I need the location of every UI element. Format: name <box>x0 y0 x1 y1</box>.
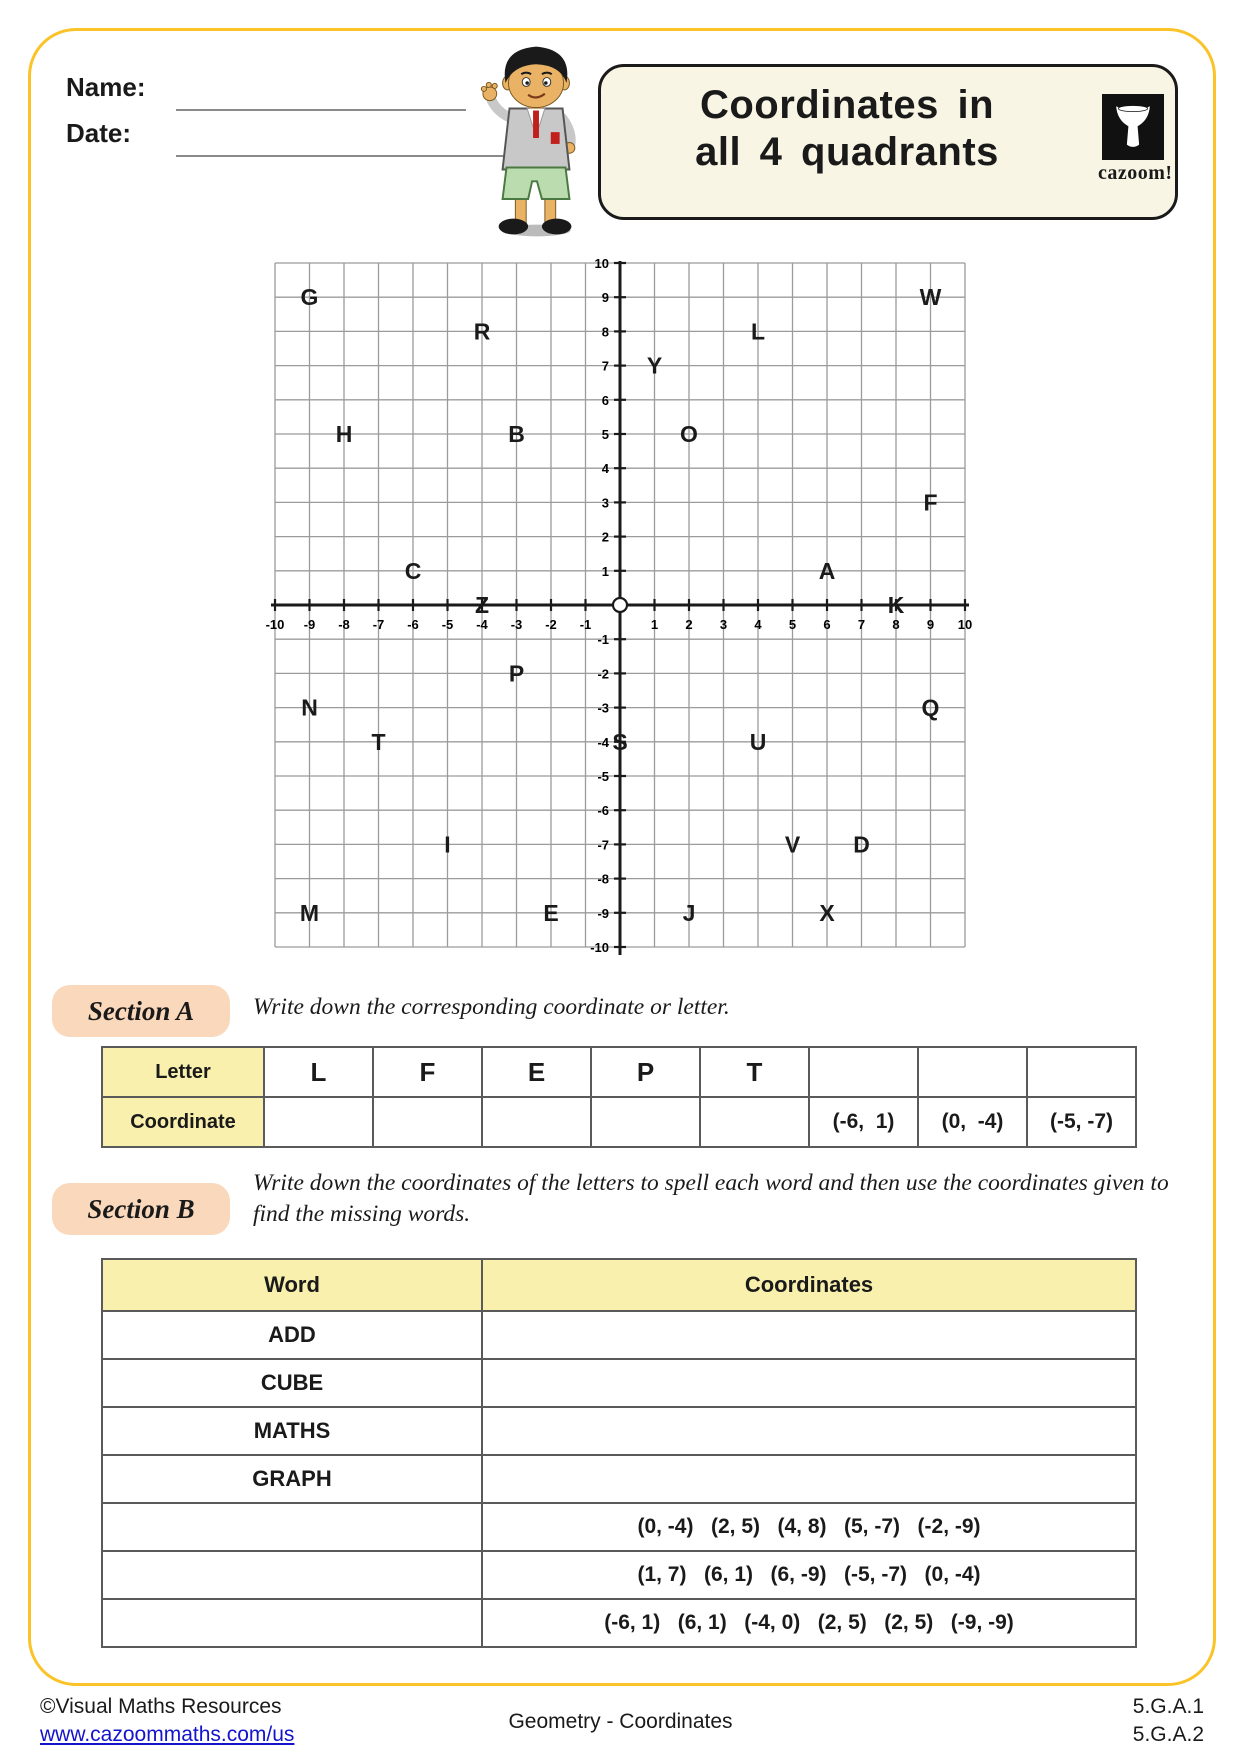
svg-text:7: 7 <box>601 358 609 374</box>
letter-cell: T <box>700 1047 809 1097</box>
svg-text:9: 9 <box>926 617 935 632</box>
grid-point-P: P <box>508 660 525 687</box>
section-a-label: Section A <box>52 985 230 1037</box>
date-label: Date: <box>66 118 132 148</box>
name-label: Name: <box>66 72 146 102</box>
grid-point-C: C <box>404 557 422 584</box>
svg-text:-4: -4 <box>597 734 609 750</box>
standard-code-1: 5.G.A.1 <box>1132 1695 1204 1718</box>
word-cell: GRAPH <box>102 1455 482 1503</box>
svg-text:8: 8 <box>601 324 609 340</box>
section-b-label: Section B <box>52 1183 230 1235</box>
svg-text:2: 2 <box>601 529 609 545</box>
svg-text:4: 4 <box>601 461 609 477</box>
title-line-2: all 4 quadrants <box>695 130 999 174</box>
svg-text:-7: -7 <box>372 617 385 632</box>
svg-text:-10: -10 <box>265 617 285 632</box>
grid-point-I: I <box>444 831 451 858</box>
grid-point-G: G <box>300 284 319 311</box>
svg-text:-7: -7 <box>597 837 609 853</box>
copyright-text: ©Visual Maths Resources <box>40 1695 282 1718</box>
grid-point-T: T <box>371 728 386 755</box>
svg-text:6: 6 <box>823 617 831 632</box>
svg-text:2: 2 <box>685 617 693 632</box>
svg-text:3: 3 <box>719 617 728 632</box>
date-input-line[interactable] <box>176 154 506 157</box>
cazoom-logo <box>1098 94 1173 185</box>
coordinate-answer-cell[interactable] <box>591 1097 700 1147</box>
grid-point-B: B <box>508 421 525 447</box>
grid-point-H: H <box>335 421 353 447</box>
svg-text:-8: -8 <box>338 617 350 632</box>
svg-text:-6: -6 <box>407 617 419 632</box>
svg-text:1: 1 <box>601 563 609 579</box>
letter-cell: F <box>373 1047 482 1097</box>
coordinate-cell: (-6, 1) <box>809 1097 918 1147</box>
svg-text:5: 5 <box>788 617 797 632</box>
svg-text:-3: -3 <box>597 700 609 716</box>
grid-point-Y: Y <box>646 352 663 379</box>
svg-text:4: 4 <box>754 617 762 632</box>
grid-point-U: U <box>749 728 767 755</box>
coordinate-cell: (-5, -7) <box>1027 1097 1136 1147</box>
drum-icon <box>1102 94 1164 160</box>
svg-text:-5: -5 <box>597 769 609 784</box>
grid-point-M: M <box>299 899 320 926</box>
coordinate-grid <box>230 243 1020 974</box>
svg-text:-8: -8 <box>597 871 609 887</box>
grid-point-S: S <box>612 728 628 755</box>
grid-point-V: V <box>784 831 801 858</box>
coordinates-cell: (0, -4) (2, 5) (4, 8) (5, -7) (-2, -9) <box>482 1503 1136 1551</box>
svg-text:-4: -4 <box>476 617 488 632</box>
letter-cell: L <box>264 1047 373 1097</box>
coordinates-column-header: Coordinates <box>482 1259 1136 1311</box>
worksheet-title <box>612 82 1082 176</box>
grid-point-F: F <box>923 489 938 516</box>
grid-point-Z: Z <box>474 592 490 618</box>
section-b-table <box>101 1258 1137 1648</box>
svg-text:-2: -2 <box>545 617 557 632</box>
letter-answer-cell[interactable] <box>1027 1047 1136 1097</box>
word-column-header: Word <box>102 1259 482 1311</box>
svg-text:7: 7 <box>857 617 866 632</box>
title-line-1: Coordinates in <box>699 83 995 127</box>
website-link[interactable]: www.cazoommaths.com/us <box>40 1723 295 1746</box>
svg-text:-9: -9 <box>303 617 316 632</box>
grid-point-R: R <box>473 318 491 345</box>
grid-point-J: J <box>682 899 696 926</box>
svg-text:-3: -3 <box>510 617 523 632</box>
grid-point-X: X <box>819 899 835 926</box>
coordinates-answer-cell[interactable] <box>482 1455 1136 1503</box>
svg-text:-9: -9 <box>597 905 609 921</box>
svg-text:6: 6 <box>601 392 609 408</box>
coordinate-answer-cell[interactable] <box>373 1097 482 1147</box>
word-cell: MATHS <box>102 1407 482 1455</box>
svg-text:-6: -6 <box>597 803 609 819</box>
grid-point-L: L <box>750 318 766 345</box>
grid-point-K: K <box>887 592 905 618</box>
coordinates-answer-cell[interactable] <box>482 1311 1136 1359</box>
svg-text:10: 10 <box>594 256 609 271</box>
letter-cell: E <box>482 1047 591 1097</box>
coordinate-answer-cell[interactable] <box>264 1097 373 1147</box>
svg-text:-1: -1 <box>597 632 609 648</box>
word-answer-cell[interactable] <box>102 1503 482 1551</box>
grid-point-E: E <box>543 899 559 926</box>
name-input-line[interactable] <box>176 108 466 111</box>
coordinates-cell: (-6, 1) (6, 1) (-4, 0) (2, 5) (2, 5) (-9, -9) <box>482 1599 1136 1647</box>
coordinate-row-header: Coordinate <box>102 1097 264 1147</box>
footer-topic: Geometry - Coordinates <box>508 1710 733 1733</box>
letter-answer-cell[interactable] <box>809 1047 918 1097</box>
section-a-table <box>101 1046 1137 1148</box>
svg-text:1: 1 <box>650 617 659 632</box>
svg-text:10: 10 <box>957 617 973 632</box>
svg-text:-5: -5 <box>441 617 454 632</box>
section-a-instruction: Write down the corresponding coordinate or letter. <box>253 994 730 1020</box>
coordinates-cell: (1, 7) (6, 1) (6, -9) (-5, -7) (0, -4) <box>482 1551 1136 1599</box>
svg-text:-1: -1 <box>579 617 592 632</box>
coordinate-cell: (0, -4) <box>918 1097 1027 1147</box>
grid-point-A: A <box>818 557 836 584</box>
coordinates-answer-cell[interactable] <box>482 1359 1136 1407</box>
grid-point-N: N <box>301 694 318 721</box>
svg-text:9: 9 <box>601 290 609 306</box>
svg-text:5: 5 <box>601 427 609 442</box>
word-cell: CUBE <box>102 1359 482 1407</box>
letter-answer-cell[interactable] <box>918 1047 1027 1097</box>
letter-cell: P <box>591 1047 700 1097</box>
word-cell: ADD <box>102 1311 482 1359</box>
logo-wordmark: cazoom! <box>1098 162 1173 184</box>
grid-point-Q: Q <box>921 694 940 721</box>
section-b-instruction: Write down the coordinates of the letters to spell each word and then use the coordinates given to find the missing words. <box>253 1170 1169 1227</box>
svg-text:-10: -10 <box>590 940 609 955</box>
grid-point-W: W <box>919 284 942 311</box>
mascot-boy-illustration <box>478 40 596 245</box>
letter-row-header: Letter <box>102 1047 264 1097</box>
word-answer-cell[interactable] <box>102 1551 482 1599</box>
grid-point-D: D <box>853 831 870 858</box>
standard-code-2: 5.G.A.2 <box>1132 1723 1204 1746</box>
coordinate-answer-cell[interactable] <box>482 1097 591 1147</box>
svg-text:-2: -2 <box>597 666 609 682</box>
coordinate-answer-cell[interactable] <box>700 1097 809 1147</box>
coordinates-answer-cell[interactable] <box>482 1407 1136 1455</box>
svg-text:8: 8 <box>892 617 900 632</box>
svg-text:3: 3 <box>601 495 609 511</box>
word-answer-cell[interactable] <box>102 1599 482 1647</box>
grid-point-O: O <box>680 421 698 447</box>
